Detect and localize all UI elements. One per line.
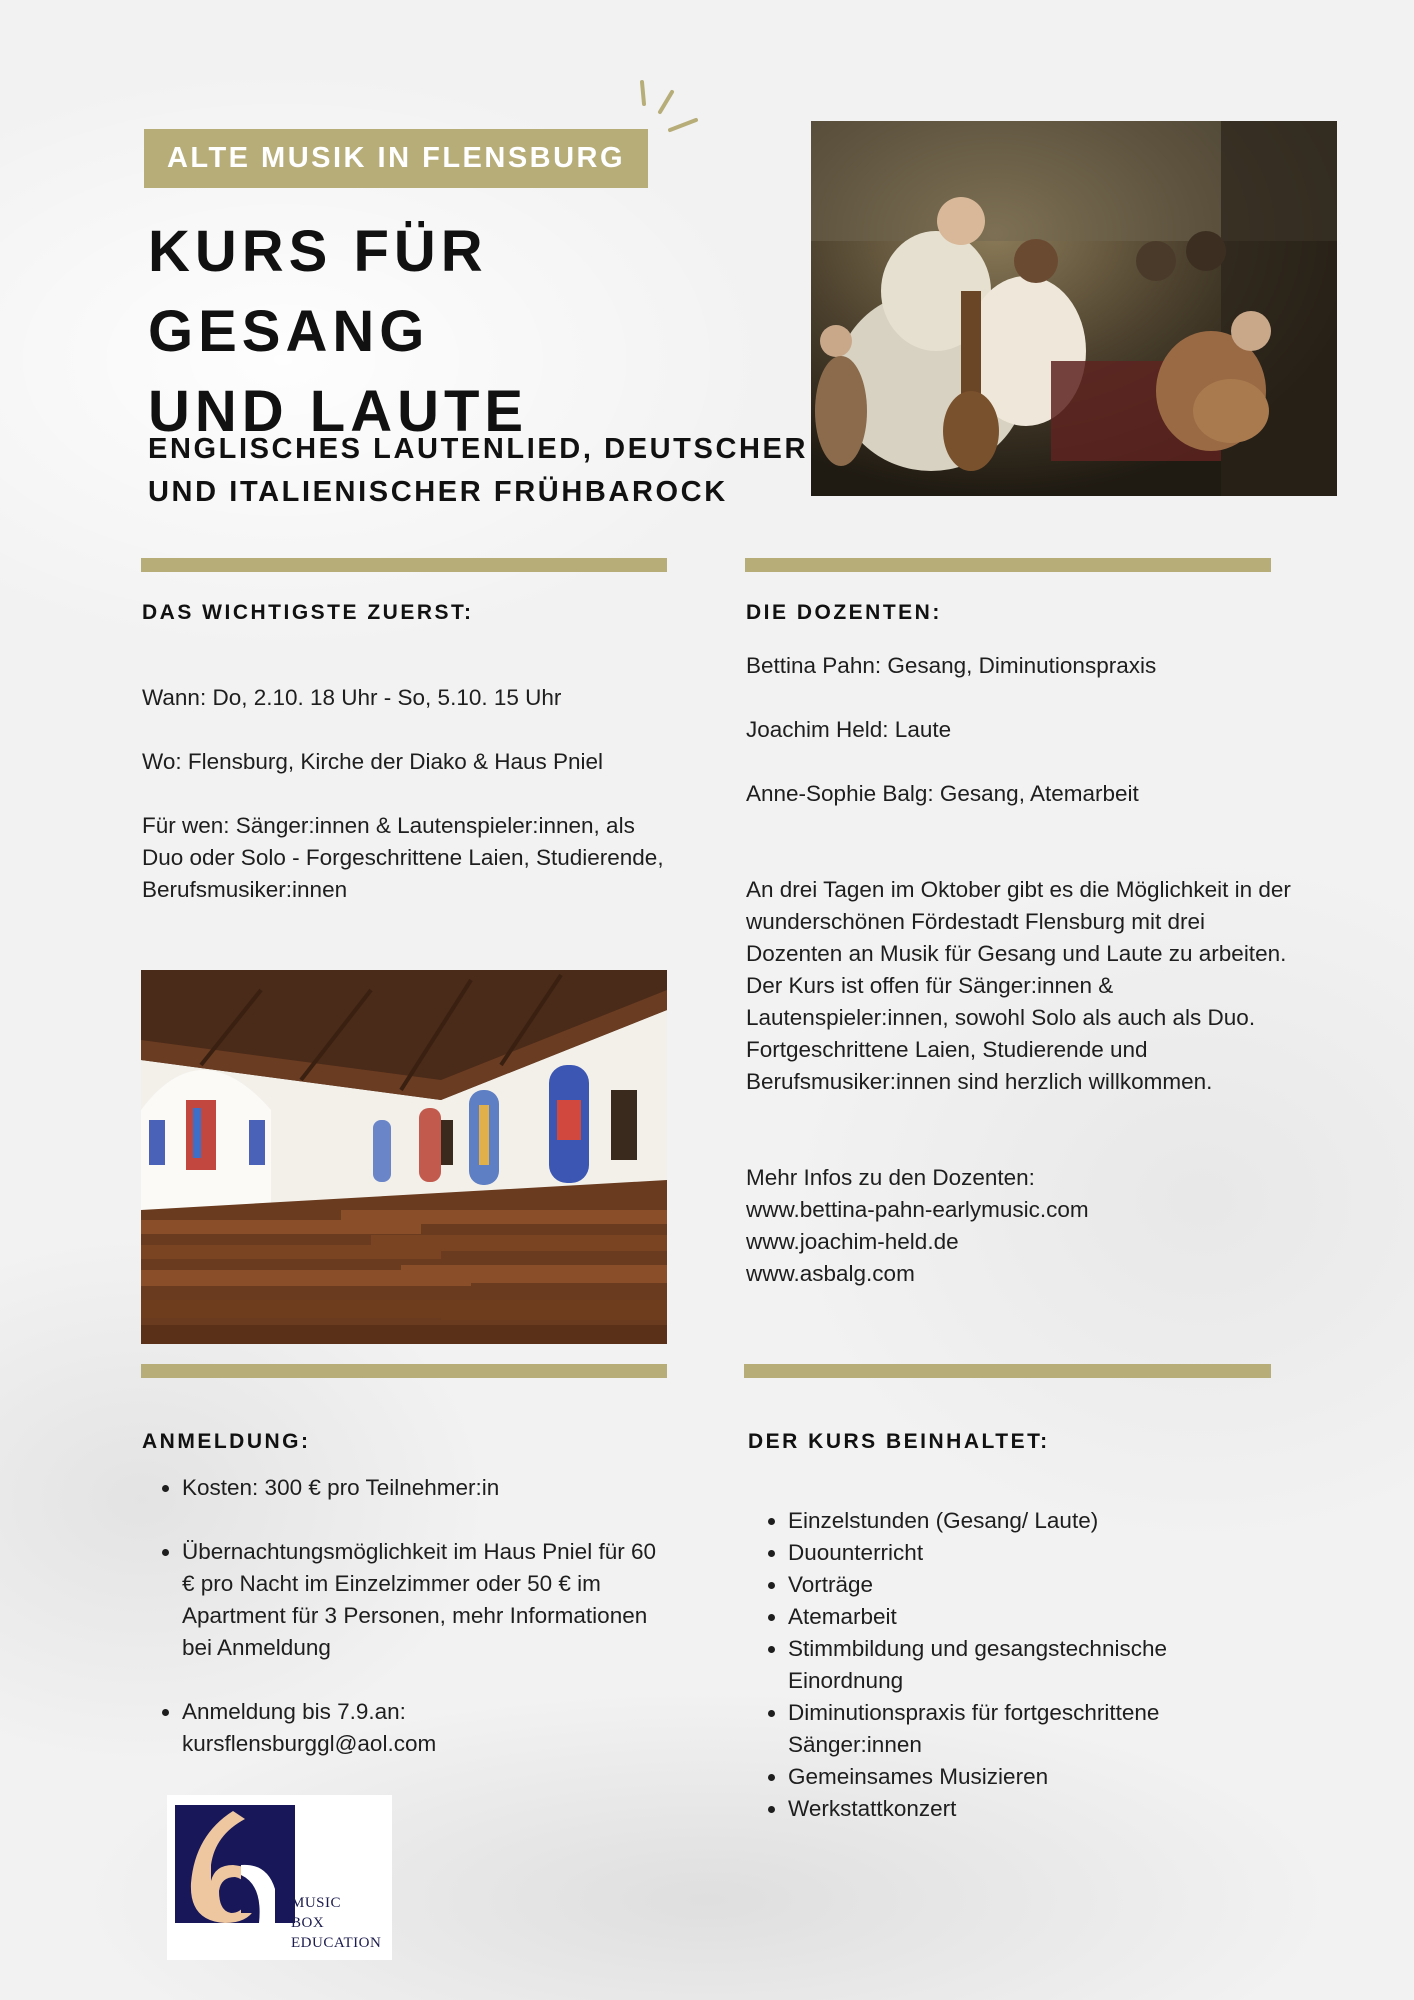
course-item: • Vorträge: [788, 1569, 1268, 1601]
logo-mark-icon: [175, 1805, 305, 1945]
essentials-who: Für wen: Sänger:innen & Lautenspieler:innen, als Duo oder Solo - Forgeschrittene Laien, Studierende, Berufsmusiker:innen: [142, 813, 664, 902]
course-heading: DER KURS BEINHALTET:: [748, 1430, 1050, 1453]
lecturer-item: Joachim Held: Laute: [746, 717, 952, 742]
registration-section: [142, 1472, 672, 1760]
lecturer-item: Bettina Pahn: Gesang, Diminutionspraxis: [746, 653, 1157, 678]
course-list: [748, 1505, 1268, 1825]
course-item: • Atemarbeit: [788, 1601, 1268, 1633]
music-box-education-logo: [167, 1795, 392, 1960]
course-item: • Werkstattkonzert: [788, 1793, 1268, 1825]
subtitle-line-2: UND ITALIENISCHER FRÜHBAROCK: [148, 476, 728, 508]
more-info-label: Mehr Infos zu den Dozenten:: [746, 1165, 1035, 1190]
essentials-heading: DAS WICHTIGSTE ZUERST:: [142, 601, 474, 624]
title-line-1: KURS FÜR GESANG: [148, 219, 488, 364]
lecturer-link[interactable]: www.asbalg.com: [746, 1261, 915, 1286]
registration-heading: ANMELDUNG:: [142, 1430, 311, 1453]
page-subtitle: [148, 428, 808, 514]
course-section: [748, 1505, 1268, 1825]
course-item: • Stimmbildung und gesangstechnische Einordnung: [788, 1633, 1268, 1697]
logo-text: [291, 1893, 381, 1953]
logo-line-2: BOX: [291, 1915, 325, 1931]
registration-email[interactable]: kursflensburggl@aol.com: [182, 1731, 437, 1756]
registration-list: [142, 1472, 672, 1760]
lecturers-heading: DIE DOZENTEN:: [746, 601, 942, 624]
divider-left-bottom: [141, 1364, 667, 1378]
registration-deadline: [182, 1696, 672, 1760]
page-title: [148, 212, 788, 452]
lecturer-item: Anne-Sophie Balg: Gesang, Atemarbeit: [746, 781, 1139, 806]
logo-line-3: EDUCATION: [291, 1935, 382, 1951]
baroque-painting-image: [811, 121, 1337, 496]
course-item: • Diminutionspraxis für fortgeschrittene Sänger:innen: [788, 1697, 1268, 1761]
lecturer-link[interactable]: www.bettina-pahn-earlymusic.com: [746, 1197, 1089, 1222]
lecturer-link[interactable]: www.joachim-held.de: [746, 1229, 959, 1254]
divider-right-bottom: [744, 1364, 1271, 1378]
registration-overnight: • Übernachtungsmöglichkeit im Haus Pniel für 60 € pro Nacht im Einzelzimmer oder 50 € im Apartment für 3 Personen, mehr Informationen bei Anmeldung: [182, 1536, 672, 1664]
course-description: An drei Tagen im Oktober gibt es die Möglichkeit in der wunderschönen Fördestadt Flensburg mit drei Dozenten an Musik für Gesang und Laute zu arbeiten. Der Kurs ist offen für Sänger:innen & Lautenspieler:innen, sowohl Solo als auch als Duo. Fortgeschrittene Laien, Studierende und Berufsmusiker:innen sind herzlich willkommen.: [746, 877, 1291, 1094]
essentials-when: Wann: Do, 2.10. 18 Uhr - So, 5.10. 15 Uhr: [142, 685, 562, 710]
subtitle-line-1: ENGLISCHES LAUTENLIED, DEUTSCHER: [148, 433, 809, 465]
title-line-2: UND LAUTE: [148, 379, 529, 444]
church-interior-image: [141, 970, 667, 1344]
lecturers-section: [746, 650, 1291, 1290]
divider-left-top: [141, 558, 667, 572]
header-tag: ALTE MUSIK IN FLENSBURG: [144, 129, 648, 188]
course-item: • Einzelstunden (Gesang/ Laute): [788, 1505, 1268, 1537]
deadline-text: Anmeldung bis 7.9.an:: [182, 1699, 406, 1724]
divider-right-top: [745, 558, 1271, 572]
registration-cost: • Kosten: 300 € pro Teilnehmer:in: [182, 1472, 672, 1504]
essentials-section: [142, 682, 672, 906]
logo-line-1: MUSIC: [291, 1895, 342, 1911]
essentials-where: Wo: Flensburg, Kirche der Diako & Haus Pniel: [142, 749, 604, 774]
course-item: • Gemeinsames Musizieren: [788, 1761, 1268, 1793]
course-item: • Duounterricht: [788, 1537, 1268, 1569]
